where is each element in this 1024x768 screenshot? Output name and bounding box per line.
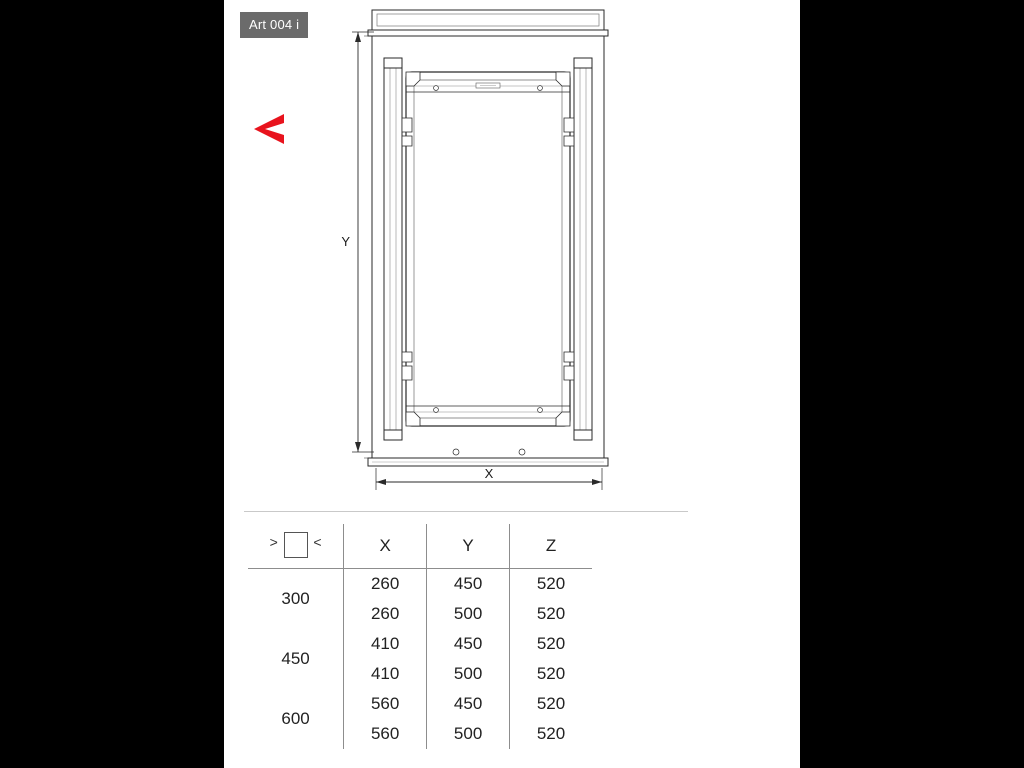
dimension-label-x: X — [484, 466, 494, 481]
cell-y: 500 — [427, 599, 510, 629]
cell-y: 500 — [427, 659, 510, 689]
cell-x: 560 — [344, 719, 427, 749]
datasheet-page — [224, 0, 800, 768]
article-badge: Art 004 i — [240, 12, 308, 38]
cell-y: 450 — [427, 569, 510, 600]
header-z: Z — [545, 536, 557, 555]
table-row — [248, 689, 592, 719]
section-divider — [244, 511, 688, 512]
group-size-450: 450 — [248, 629, 344, 689]
cell-z: 520 — [536, 724, 566, 743]
symbol-left-arrow: > — [269, 533, 278, 550]
cell-z: 520 — [536, 604, 566, 623]
cell-x: 410 — [344, 629, 427, 659]
left-chevron-marker-icon — [252, 112, 288, 146]
cell-x: 560 — [344, 689, 427, 719]
cell-x: 260 — [344, 569, 427, 600]
cell-y: 450 — [427, 689, 510, 719]
cell-z: 520 — [536, 664, 566, 683]
cell-y: 450 — [427, 629, 510, 659]
symbol-right-arrow: < — [313, 533, 322, 550]
cell-x: 410 — [344, 659, 427, 689]
group-size-300: 300 — [248, 569, 344, 630]
dimension-label-y: Y — [341, 234, 350, 249]
product-drawing — [240, 0, 684, 512]
dimension-table — [248, 524, 592, 749]
table-row — [248, 569, 592, 600]
table-row — [248, 629, 592, 659]
cell-y: 500 — [427, 719, 510, 749]
header-x: X — [344, 524, 427, 569]
cell-x: 260 — [344, 599, 427, 629]
group-size-600: 600 — [248, 689, 344, 749]
table-header-row — [248, 524, 592, 569]
cell-z: 520 — [536, 694, 566, 713]
cell-z: 520 — [536, 634, 566, 653]
cabinet-width-symbol-icon — [248, 524, 344, 569]
cell-z: 520 — [510, 569, 592, 600]
header-y: Y — [427, 524, 510, 569]
